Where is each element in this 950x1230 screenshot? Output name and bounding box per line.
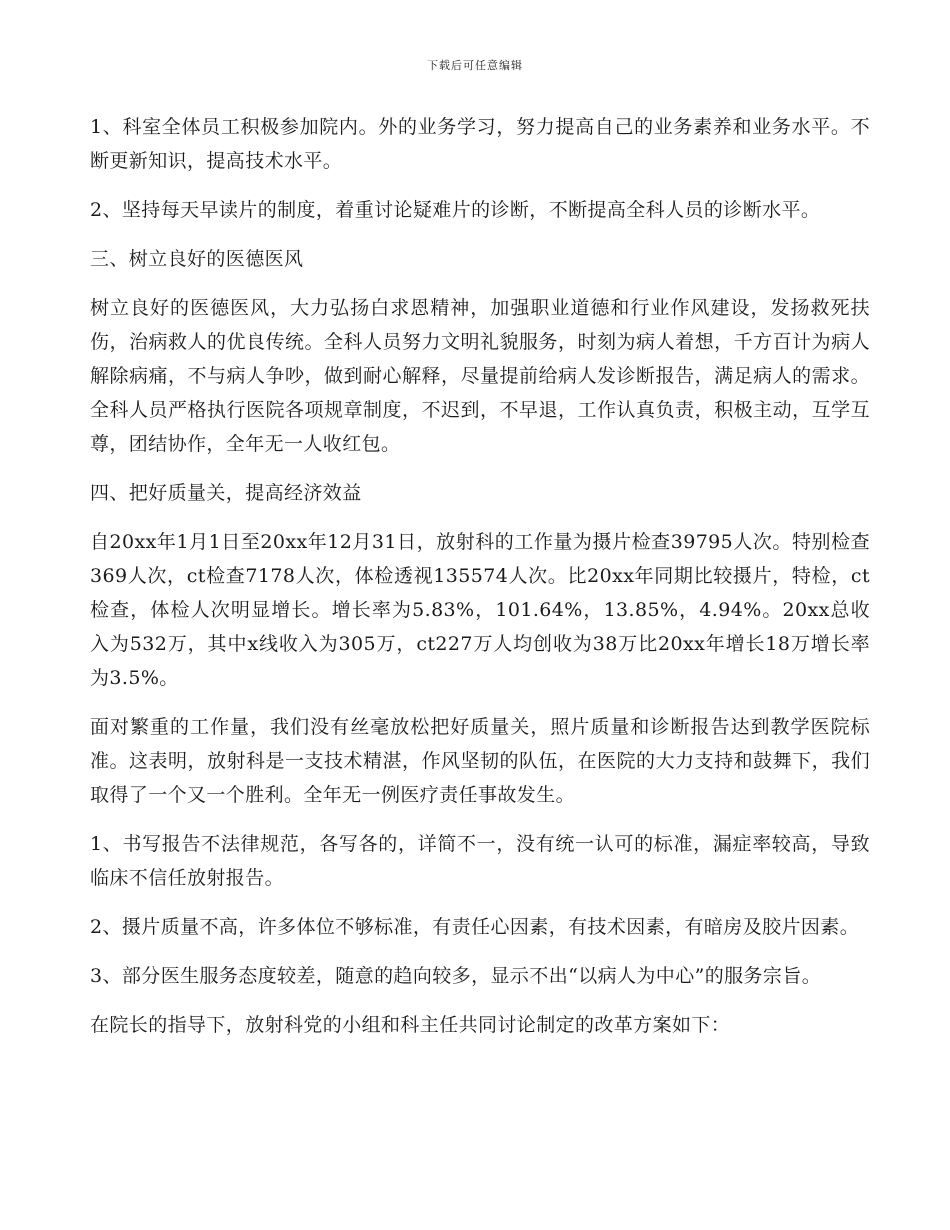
section-heading-ethics: 三、树立良好的医德医风 <box>90 248 304 270</box>
paragraph-quality: 面对繁重的工作量，我们没有丝毫放松把好质量关，照片质量和诊断报告达到教学医院标准。这表明，放射科是一支技术精湛，作风坚韧的队伍，在医院的大力支持和鼓舞下，我们取得了一个又一个胜利。全年无一例医疗责任事故发生。 <box>90 716 870 806</box>
paragraph-study: 1、科室全体员工积极参加院内。外的业务学习，努力提高自己的业务素养和业务水平。不断更新知识，提高技术水平。 <box>90 116 870 172</box>
paragraph-workload: 自20xx年1月1日至20xx年12月31日，放射科的工作量为摄片检查39795人次。特别检查369人次，ct检查7178人次，体检透视135574人次。比20xx年同期比较摄片，特检，ct检查，体检人次明显增长。增长率为5.83%，101.64%，13.85%，4.94%。20xx总收入为532万，其中x线收入为305万，ct227万人均创收为38万比20xx年增长18万增长率为3.5%。 <box>90 531 870 689</box>
page-header: 下载后可任意编辑 <box>427 59 523 72</box>
document-body <box>90 110 870 1057</box>
paragraph-reform-plan: 在院长的指导下，放射科党的小组和科主任共同讨论制定的改革方案如下： <box>90 1014 731 1036</box>
paragraph-issue-reports: 1、书写报告不法律规范，各写各的，详简不一，没有统一认可的标准，漏症率较高，导致临床不信任放射报告。 <box>90 833 870 889</box>
paragraph-reading: 2、坚持每天早读片的制度，着重讨论疑难片的诊断，不断提高全科人员的诊断水平。 <box>90 199 821 221</box>
section-heading-quality: 四、把好质量关，提高经济效益 <box>90 482 362 504</box>
paragraph-issue-service: 3、部分医生服务态度较差，随意的趋向较多，显示不出“以病人为中心”的服务宗旨。 <box>90 965 822 987</box>
paragraph-ethics: 树立良好的医德医风，大力弘扬白求恩精神，加强职业道德和行业作风建设，发扬救死扶伤，治病救人的优良传统。全科人员努力文明礼貌服务，时刻为病人着想，千方百计为病人解除病痛，不与病人争吵，做到耐心解释，尽量提前给病人发诊断报告，满足病人的需求。全科人员严格执行医院各项规章制度，不迟到，不早退，工作认真负责，积极主动，互学互尊，团结协作，全年无一人收红包。 <box>90 297 870 455</box>
paragraph-issue-film: 2、摄片质量不高，许多体位不够标准，有责任心因素，有技术因素，有暗房及胶片因素。 <box>90 916 860 938</box>
